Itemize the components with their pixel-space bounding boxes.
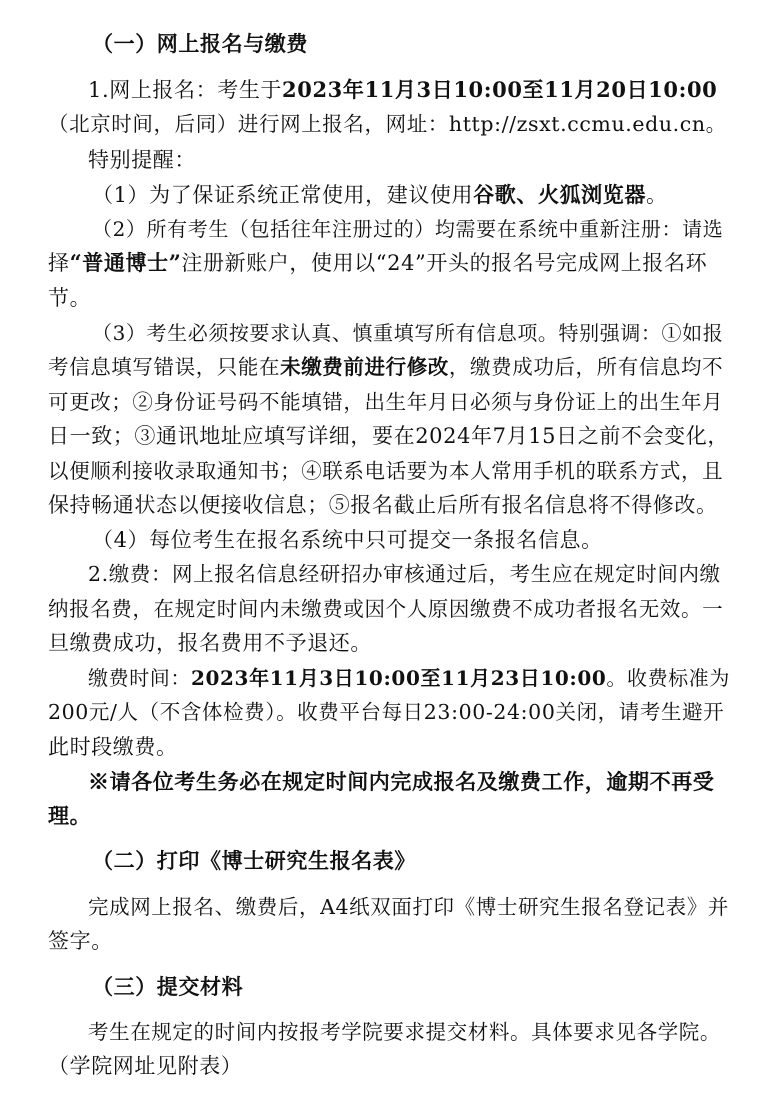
online-registration-paragraph-line2 xyxy=(48,109,735,143)
note-3-line3: 可更改；②身份证号码不能填错，出生年月日必须与身份证上的出生年月 xyxy=(48,390,724,414)
note-2-rest: 注册新账户，使用以“24”开头的报名号完成网上报名环 xyxy=(181,251,708,275)
payment-time-line2: 200元/人（不含体检费）。收费平台每日23:00-24:00关闭，请考生避开 xyxy=(48,700,725,724)
section-heading-online-registration: （一）网上报名与缴费 xyxy=(92,31,308,56)
ordinary-doctor-option: “普通博士” xyxy=(69,250,182,275)
print-form-line2: 签字。 xyxy=(48,929,113,953)
payment-period: 2023年11月3日10:00至11月23日10:00 xyxy=(191,666,607,690)
note-2-line2 xyxy=(48,248,735,282)
note-1 xyxy=(92,180,735,214)
note-2-line1: （2）所有考生（包括往年注册过的）均需要在系统中重新注册：请选 xyxy=(92,217,724,241)
recommended-browsers: 谷歌、火狐浏览器 xyxy=(473,182,646,207)
deadline-warning-line2: 理。 xyxy=(48,803,92,828)
note-2-line3: 节。 xyxy=(48,286,92,310)
note-3-line1: （3）考生必须按要求认真、慎重填写所有信息项。特别强调：①如报 xyxy=(92,321,724,345)
payment-paragraph-line2: 纳报名费，在规定时间内未缴费或因个人原因缴费不成功者报名无效。一 xyxy=(48,597,724,621)
online-registration-prefix: 1.网上报名：考生于 xyxy=(88,78,283,102)
note-1-end: 。 xyxy=(645,183,668,207)
print-form-line1: 完成网上报名、缴费后，A4纸双面打印《博士研究生报名登记表》并 xyxy=(88,895,729,919)
payment-time-line1 xyxy=(88,663,735,697)
section-heading-print-form: （二）打印《博士研究生报名表》 xyxy=(92,848,416,873)
payment-time-line3: 此时段缴费。 xyxy=(48,735,178,759)
payment-time-label: 缴费时间： xyxy=(88,666,191,690)
note-3-line6: 保持畅通状态以便接收信息；⑤报名截止后所有报名信息将不得修改。 xyxy=(48,493,718,517)
registration-url: http://zsxt.ccmu.edu.cn xyxy=(448,112,706,136)
note-3-post: ，缴费成功后，所有信息均不 xyxy=(448,355,724,379)
note-4: （4）每位考生在报名系统中只可提交一条报名信息。 xyxy=(92,528,603,552)
registration-period: 2023年11月3日10:00至11月20日10:00 xyxy=(282,77,718,102)
note-3-line2 xyxy=(48,352,735,386)
note-3-line5: 以便顺利接收录取通知书；④联系电话要为本人常用手机的联系方式，且 xyxy=(48,459,724,483)
note-3-pre: 考信息填写错误，只能在 xyxy=(48,355,281,379)
deadline-warning-line1: ※请各位考生务必在规定时间内完成报名及缴费工作，逾期不再受 xyxy=(88,769,715,794)
section-heading-submit-materials: （三）提交材料 xyxy=(92,974,244,999)
beijing-time-note: （北京时间，后同）进行网上报名，网址： xyxy=(48,112,449,136)
payment-paragraph-line1: 2.缴费：网上报名信息经研招办审核通过后，考生应在规定时间内缴 xyxy=(88,562,721,586)
note-1-text: （1）为了保证系统正常使用，建议使用 xyxy=(92,183,474,207)
note-3-line4: 日一致；③通讯地址应填写详细，要在2024年7月15日之前不会变化， xyxy=(48,424,729,448)
submit-materials-line2: （学院网址见附表） xyxy=(48,1054,243,1078)
submit-materials-line1: 考生在规定的时间内按报考学院要求提交材料。具体要求见各学院。 xyxy=(88,1020,721,1044)
period-mark: 。 xyxy=(705,112,727,136)
modify-before-payment: 未缴费前进行修改 xyxy=(280,355,449,379)
note-2-choose: 择 xyxy=(48,251,70,275)
fee-standard-label: 。收费标准为 xyxy=(606,666,730,690)
online-registration-paragraph-line1 xyxy=(88,75,735,109)
payment-paragraph-line3: 旦缴费成功，报名费用不予退还。 xyxy=(48,631,372,655)
special-reminder-title: 特别提醒： xyxy=(88,148,196,172)
